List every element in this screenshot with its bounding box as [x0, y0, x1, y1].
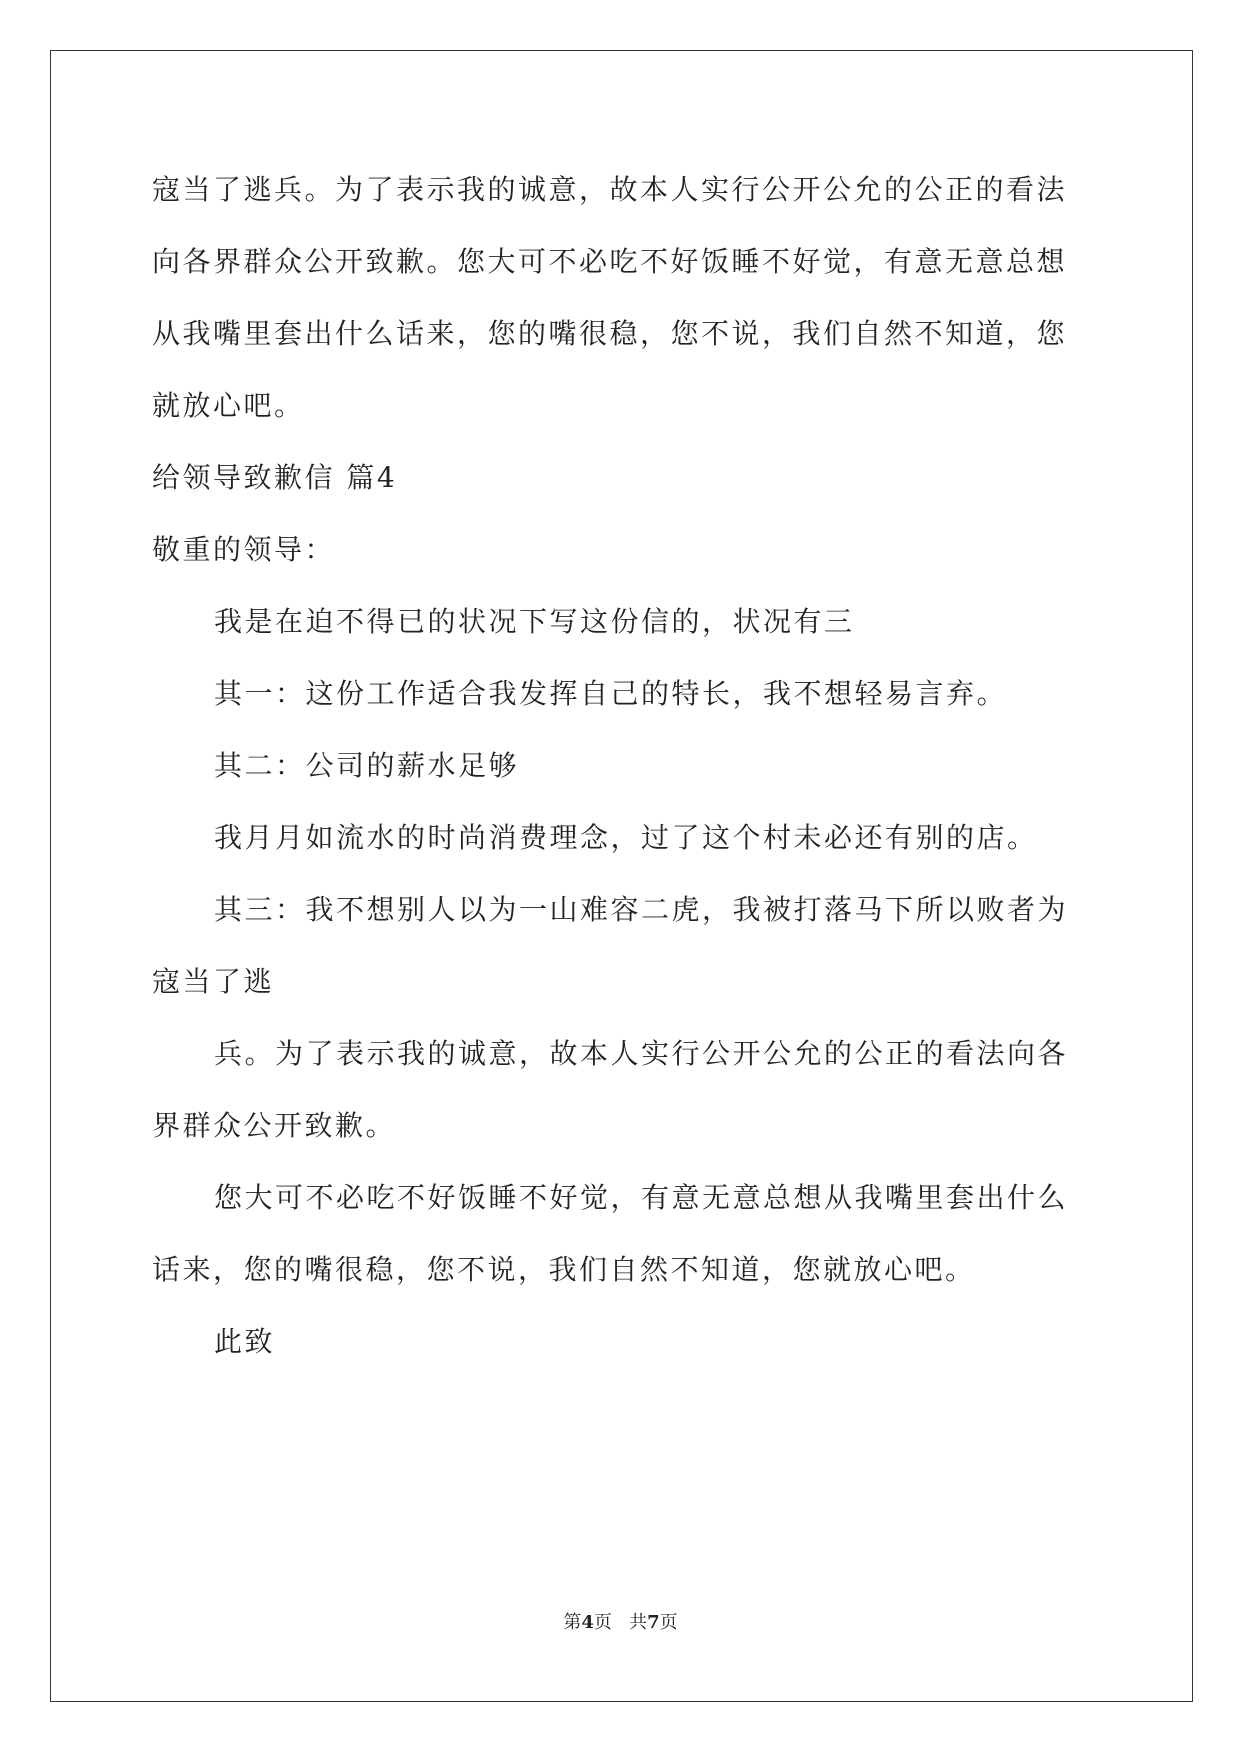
- body-line-14: 界群众公开致歉。: [152, 1109, 397, 1142]
- body-line-9: 其二：公司的薪水足够: [214, 749, 520, 782]
- body-line-15: 您大可不必吃不好饭睡不好觉，有意无意总想从我嘴里套出什么: [214, 1181, 1069, 1214]
- body-line-1: 寇当了逃兵。为了表示我的诚意，故本人实行公开公允的公正的看法: [152, 173, 1068, 206]
- body-line-2: 向各界群众公开致歉。您大可不必吃不好饭睡不好觉，有意无意总想: [152, 245, 1068, 278]
- page-footer: [0, 1612, 1241, 1634]
- body-line-11: 其三：我不想别人以为一山难容二虎，我被打落马下所以败者为: [214, 893, 1069, 926]
- page-number: 4: [581, 1612, 594, 1633]
- body-line-13: 兵。为了表示我的诚意，故本人实行公开公允的公正的看法向各: [214, 1037, 1069, 1070]
- closing-line: 此致: [214, 1325, 276, 1358]
- page-border: [50, 50, 1193, 1702]
- body-line-16: 话来，您的嘴很稳，您不说，我们自然不知道，您就放心吧。: [152, 1253, 976, 1286]
- page-prefix: 第: [563, 1612, 582, 1633]
- page-suffix: 页: [593, 1612, 612, 1633]
- salutation: 敬重的领导：: [152, 533, 336, 566]
- section-heading: 给领导致歉信 篇4: [152, 461, 398, 494]
- total-suffix: 页: [659, 1612, 678, 1633]
- body-line-12: 寇当了逃: [152, 965, 275, 998]
- body-line-4: 就放心吧。: [152, 389, 305, 422]
- body-line-7: 我是在迫不得已的状况下写这份信的，状况有三: [214, 605, 855, 638]
- body-line-3: 从我嘴里套出什么话来，您的嘴很稳，您不说，我们自然不知道，您: [152, 317, 1068, 350]
- total-pages: 7: [647, 1612, 660, 1633]
- total-prefix: 共: [629, 1612, 648, 1633]
- body-line-8: 其一：这份工作适合我发挥自己的特长，我不想轻易言弃。: [214, 677, 1008, 710]
- body-line-10: 我月月如流水的时尚消费理念，过了这个村未必还有别的店。: [214, 821, 1038, 854]
